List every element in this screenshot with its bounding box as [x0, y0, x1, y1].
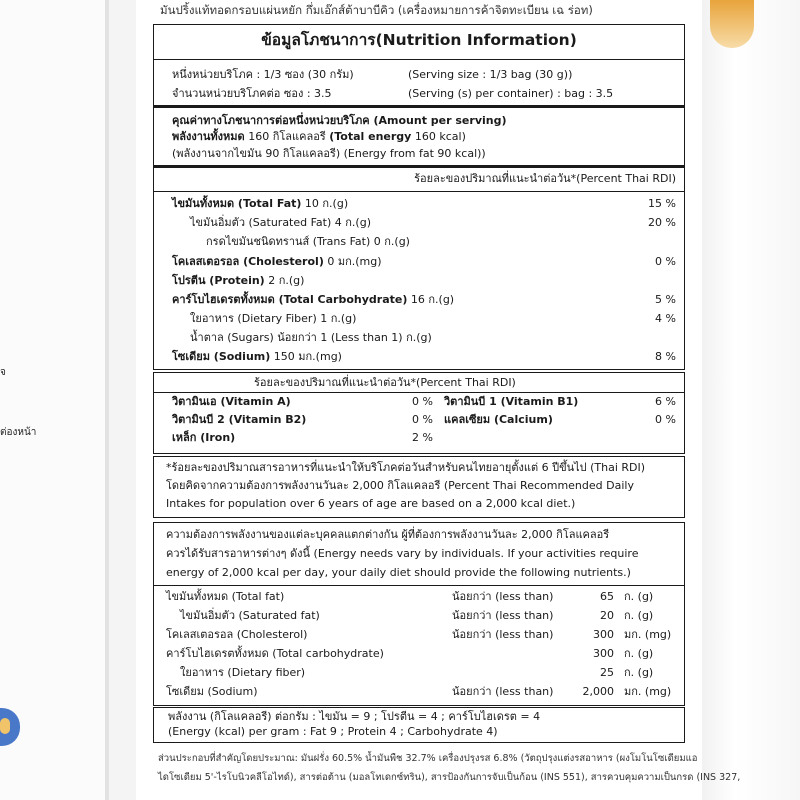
limit-unit: ก. (g) — [624, 609, 654, 622]
footnote-box — [153, 456, 685, 518]
limit-value: 25 — [600, 666, 614, 679]
energy-per-gram-en: (Energy (kcal) per gram : Fat 9 ; Protein 4 ; Carbohydrate 4) — [168, 725, 498, 738]
nutrient-percent: 15 % — [648, 197, 676, 210]
daily-needs-box — [153, 522, 685, 706]
limit-qualifier: น้อยกว่า (less than) — [452, 628, 554, 641]
background-left-page — [0, 0, 108, 800]
limit-value: 2,000 — [582, 685, 614, 698]
limit-qualifier: น้อยกว่า (less than) — [452, 685, 554, 698]
serving-size-th: หนึ่งหน่วยบริโภค : 1/3 ซอง (30 กรัม) — [172, 68, 354, 81]
nutrient-row-sodium — [172, 350, 342, 364]
vitamin-percent: 0 % — [655, 413, 676, 426]
divider — [154, 191, 684, 192]
limit-unit: ก. (g) — [624, 647, 654, 660]
nutrient-amount: 2 ก.(g) — [268, 274, 305, 287]
nutrient-name: โคเลสเตอรอล (Cholesterol) — [172, 255, 324, 268]
vitamin-name: วิตามินเอ (Vitamin A) — [172, 395, 291, 408]
nutrient-name: ไขมันทั้งหมด (Total Fat) — [172, 197, 302, 210]
energy-per-gram-box — [153, 707, 685, 743]
nutrient-percent: 20 % — [648, 216, 676, 229]
nutrient-percent: 4 % — [655, 312, 676, 325]
nutrient-amount: 150 มก.(mg) — [273, 350, 342, 363]
package-corner — [710, 0, 754, 48]
footnote-line: Intakes for population over 6 years of age are based on a 2,000 kcal diet.) — [166, 497, 576, 510]
limit-name: คาร์โบไฮเดรตทั้งหมด (Total carbohydrate) — [166, 647, 384, 660]
divider — [154, 59, 684, 60]
nutrient-percent: 0 % — [655, 255, 676, 268]
servings-per-container-en: (Serving (s) per container) : bag : 3.5 — [408, 87, 614, 100]
divider-thick — [154, 105, 684, 108]
servings-per-container-th: จำนวนหน่วยบริโภคต่อ ซอง : 3.5 — [172, 87, 332, 100]
limit-name: ไขมันอิ่มตัว (Saturated fat) — [180, 609, 320, 622]
limit-name: ใยอาหาร (Dietary fiber) — [180, 666, 306, 679]
vitamin-name: วิตามินบี 1 (Vitamin B1) — [444, 395, 579, 408]
page-edge — [105, 0, 109, 800]
vitamin-percent: 0 % — [412, 413, 433, 426]
vitamin-rdi-heading: ร้อยละของปริมาณที่แนะนำต่อวัน*(Percent Thai RDI) — [254, 376, 516, 389]
limit-value: 65 — [600, 590, 614, 603]
limit-qualifier: น้อยกว่า (less than) — [452, 590, 554, 603]
amount-heading: คุณค่าทางโภชนาการต่อหนึ่งหน่วยบริโภค (Amount per serving) — [172, 114, 507, 127]
limit-unit: ก. (g) — [624, 666, 654, 679]
energy-value-th: 160 กิโลแคลอรี — [248, 130, 326, 143]
nutrient-row-carbohydrate — [172, 293, 454, 307]
energy-value-en: 160 kcal) — [414, 130, 466, 143]
vitamin-name: วิตามินบี 2 (Vitamin B2) — [172, 413, 307, 426]
nutrient-row-sugars: น้ำตาล (Sugars) น้อยกว่า 1 (Less than 1) ก.(g) — [190, 331, 432, 344]
footnote-line: โดยคิดจากความต้องการพลังงานวันละ 2,000 กิโลแคลอรี (Percent Thai Recommended Daily — [166, 479, 634, 492]
limit-unit: มก. (mg) — [624, 685, 672, 698]
limit-qualifier: น้อยกว่า (less than) — [452, 609, 554, 622]
needs-text-line: ควรได้รับสารอาหารต่างๆ ดังนี้ (Energy needs vary by individuals. If your activities require — [166, 547, 639, 560]
ingredients-line: ไดโซเดียม 5'-ไรโบนิวคลีโอไทด์), สารต่อต้าน (มอลโทเดกซ์ทริน), สารป้องกันการจับเป็นก้อน (INS 551), สารควบคุมความเป็นกรด (INS 327, — [158, 772, 741, 783]
limit-name: โซเดียม (Sodium) — [166, 685, 258, 698]
limit-value: 300 — [593, 628, 614, 641]
vitamin-percent: 6 % — [655, 395, 676, 408]
nutrient-name: โปรตีน (Protein) — [172, 274, 265, 287]
nutrient-row-total-fat — [172, 197, 348, 211]
needs-text-line: ความต้องการพลังงานของแต่ละบุคคลแตกต่างกัน ผู้ที่ต้องการพลังงานวันละ 2,000 กิโลแคลอรี — [166, 528, 610, 541]
limit-value: 300 — [593, 647, 614, 660]
panel-title: ข้อมูลโภชนาการ(Nutrition Information) — [261, 31, 577, 49]
energy-per-gram-th: พลังงาน (กิโลแคลอรี) ต่อกรัม : ไขมัน = 9 ; โปรตีน = 4 ; คาร์โบไฮเดรต = 4 — [168, 710, 541, 723]
footnote-line: *ร้อยละของปริมาณสารอาหารที่แนะนำให้บริโภคต่อวันสำหรับคนไทยอายุตั้งแต่ 6 ปีขึ้นไป (Thai RDI) — [166, 461, 646, 474]
vitamin-name: แคลเซียม (Calcium) — [444, 413, 553, 426]
left-text-fragment: ต่องหน้า — [0, 427, 37, 438]
nutrition-facts-box — [153, 24, 685, 370]
nutrient-amount: 16 ก.(g) — [410, 293, 455, 306]
nutrient-amount: 0 มก.(mg) — [327, 255, 382, 268]
serving-size-en: (Serving size : 1/3 bag (30 g)) — [408, 68, 573, 81]
vitamins-box — [153, 372, 685, 454]
divider — [154, 585, 684, 586]
energy-label-th: พลังงานทั้งหมด — [172, 130, 245, 143]
nutrient-name: คาร์โบไฮเดรตทั้งหมด (Total Carbohydrate) — [172, 293, 408, 306]
divider-thick — [154, 165, 684, 168]
needs-text-line: energy of 2,000 kcal per day, your daily diet should provide the following nutrients.) — [166, 566, 631, 579]
vitamin-percent: 0 % — [412, 395, 433, 408]
limit-unit: มก. (mg) — [624, 628, 672, 641]
energy-label-en: (Total energy — [329, 130, 412, 143]
rdi-heading: ร้อยละของปริมาณที่แนะนำต่อวัน*(Percent Thai RDI) — [414, 172, 676, 185]
nutrient-percent: 5 % — [655, 293, 676, 306]
nutrient-row-saturated-fat: ไขมันอิ่มตัว (Saturated Fat) 4 ก.(g) — [190, 216, 371, 229]
divider — [154, 392, 684, 393]
vitamin-name: เหล็ก (Iron) — [172, 431, 236, 444]
nutrient-percent: 8 % — [655, 350, 676, 363]
ingredients-line: ส่วนประกอบที่สำคัญโดยประมาณ: มันฝรั่ง 60.5% น้ำมันพืช 32.7% เครื่องปรุงรส 6.8% (วัตถุปรุงแต่งรสอาหาร (ผงโมโนโซเดียมแอ — [158, 753, 698, 764]
nutrient-row-cholesterol — [172, 255, 382, 269]
limit-name: ไขมันทั้งหมด (Total fat) — [166, 590, 285, 603]
limit-name: โคเลสเตอรอล (Cholesterol) — [166, 628, 308, 641]
left-text-fragment: จ — [0, 367, 6, 378]
nutrient-amount: 10 ก.(g) — [304, 197, 349, 210]
limit-value: 20 — [600, 609, 614, 622]
energy-from-fat: (พลังงานจากไขมัน 90 กิโลแคลอรี) (Energy from fat 90 kcal)) — [172, 147, 486, 160]
nutrient-name: โซเดียม (Sodium) — [172, 350, 271, 363]
nutrient-row-protein — [172, 274, 304, 288]
nutrient-row-trans-fat: กรดไขมันชนิดทรานส์ (Trans Fat) 0 ก.(g) — [206, 235, 410, 248]
header-text: มันปริ้งแท้ทอดกรอบแผ่นหยัก กึ่มเอ๊กส์ต้าบาบีคิว (เครื่องหมายการค้าจิตทะเบียน เฉ ร่อท) — [160, 3, 593, 17]
limit-unit: ก. (g) — [624, 590, 654, 603]
nutrient-row-dietary-fiber: ใยอาหาร (Dietary Fiber) 1 ก.(g) — [190, 312, 357, 325]
vitamin-percent: 2 % — [412, 431, 433, 444]
energy-row — [172, 130, 466, 144]
